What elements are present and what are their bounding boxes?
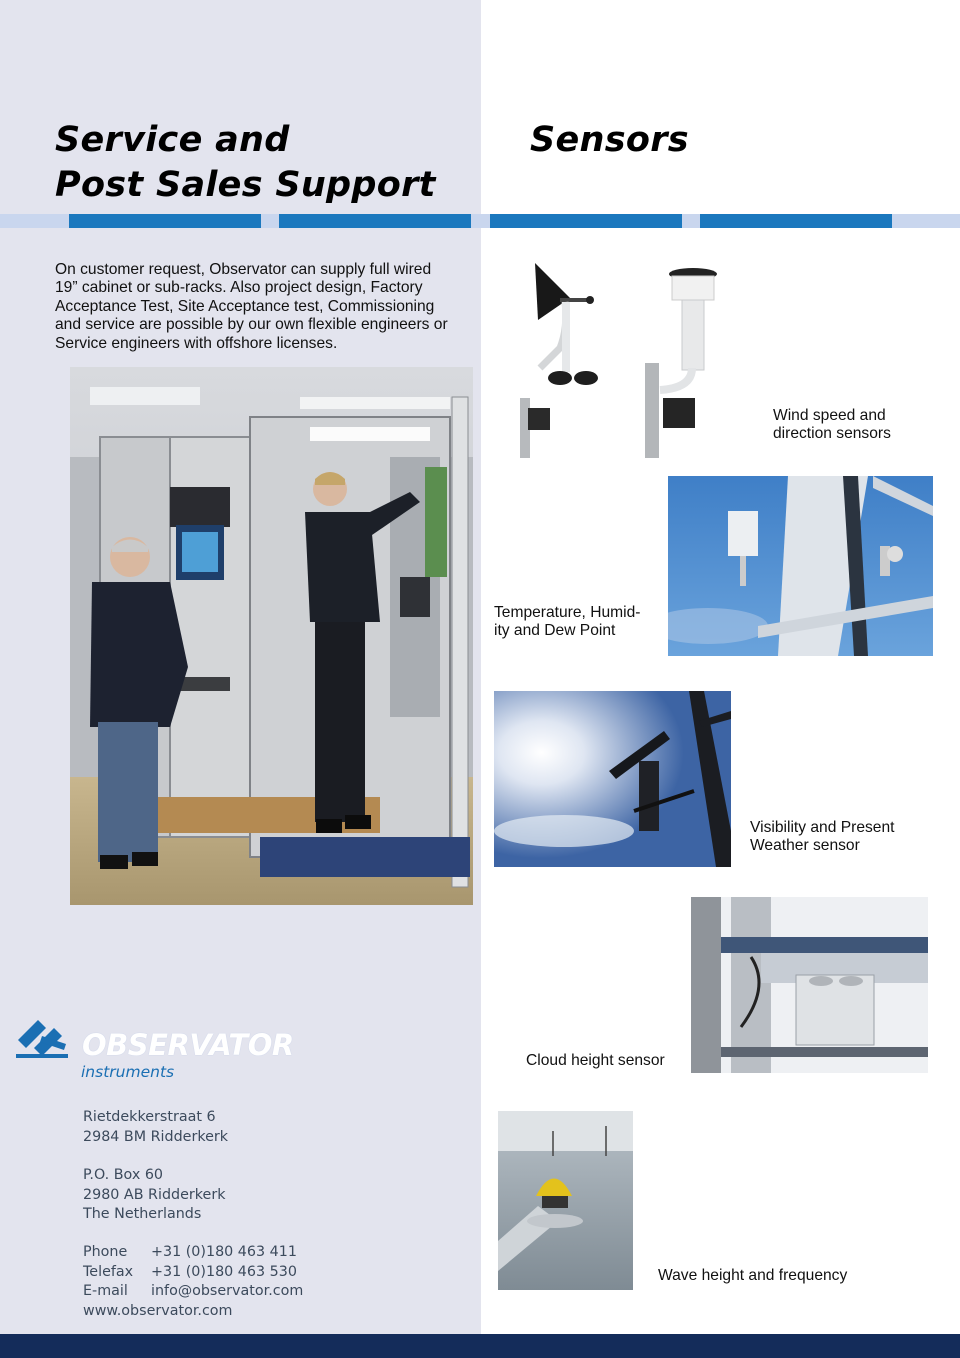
wave-caption: Wave height and frequency [658, 1267, 848, 1284]
visibility-caption-line-2: Weather sensor [750, 837, 860, 855]
intro-line: Acceptance Test, Site Acceptance test, Commissioning [55, 297, 435, 315]
phone-label: Phone [83, 1244, 128, 1260]
cloud-height-sensor-photo [691, 897, 928, 1073]
intro-line: 19” cabinet or sub-racks. Also project design, Factory [55, 279, 423, 297]
logo-subtitle: instruments [81, 1063, 175, 1081]
stripe-segment [700, 214, 892, 228]
wind-caption-line-1: Wind speed and [773, 407, 886, 424]
temperature-sensor-photo [668, 476, 933, 656]
fax-label: Telefax [83, 1264, 134, 1280]
phone-row [83, 1243, 297, 1263]
stripe-segment [490, 214, 682, 228]
service-heading-line-2: Post Sales Support [55, 165, 436, 205]
visibility-caption-line-1: Visibility and Present [750, 819, 895, 836]
email-label: E-mail [83, 1283, 128, 1299]
stripe-segment [279, 214, 471, 228]
email-link[interactable]: info@observator.com [151, 1283, 304, 1299]
phone-number: +31 (0)180 463 411 [151, 1244, 297, 1260]
postal-address [83, 1166, 226, 1225]
fax-row [83, 1263, 297, 1283]
temperature-caption-line-2: ity and Dew Point [494, 622, 616, 640]
cabinet-engineers-photo [70, 367, 473, 905]
wind-caption-line-2: direction sensors [773, 425, 891, 443]
wind-sensors-photo [510, 258, 740, 463]
street-address [83, 1108, 228, 1147]
temperature-caption-line-1: Temperature, Humid- [494, 604, 641, 621]
address-street: Rietdekkerstraat 6 [83, 1109, 216, 1125]
fax-number: +31 (0)180 463 530 [151, 1264, 297, 1280]
website-row [83, 1302, 232, 1322]
stripe-segment [471, 214, 490, 228]
intro-line: and service are possible by our own flexible engineers or [55, 316, 448, 334]
intro-paragraph [55, 261, 465, 353]
visibility-caption [750, 819, 894, 856]
stripe-segment [261, 214, 279, 228]
website-link[interactable]: www.observator.com [83, 1303, 233, 1319]
stripe-segment [682, 214, 700, 228]
cloud-caption: Cloud height sensor [526, 1052, 665, 1069]
stripe-segment [69, 214, 261, 228]
intro-line: On customer request, Observator can supply full wired [55, 261, 432, 278]
temperature-caption [494, 604, 640, 641]
sensors-heading: Sensors [530, 120, 689, 160]
address-po-city: 2980 AB Ridderkerk [83, 1186, 226, 1203]
stripe-segment [892, 214, 960, 228]
service-heading [55, 118, 436, 208]
logo-wordmark: OBSERVATOR [82, 1028, 294, 1062]
address-po-box: P.O. Box 60 [83, 1167, 164, 1183]
service-heading-line-1: Service and [55, 120, 290, 160]
visibility-sensor-photo [494, 691, 731, 867]
footer-bar [0, 1334, 960, 1358]
intro-line: Service engineers with offshore licenses. [55, 334, 338, 352]
address-city: 2984 BM Ridderkerk [83, 1128, 229, 1145]
email-row [83, 1282, 303, 1302]
wind-caption [773, 407, 891, 444]
wave-height-sensor-photo [498, 1111, 633, 1290]
observator-logo-icon [16, 1014, 68, 1060]
address-country: The Netherlands [83, 1206, 202, 1223]
stripe-segment [0, 214, 69, 228]
